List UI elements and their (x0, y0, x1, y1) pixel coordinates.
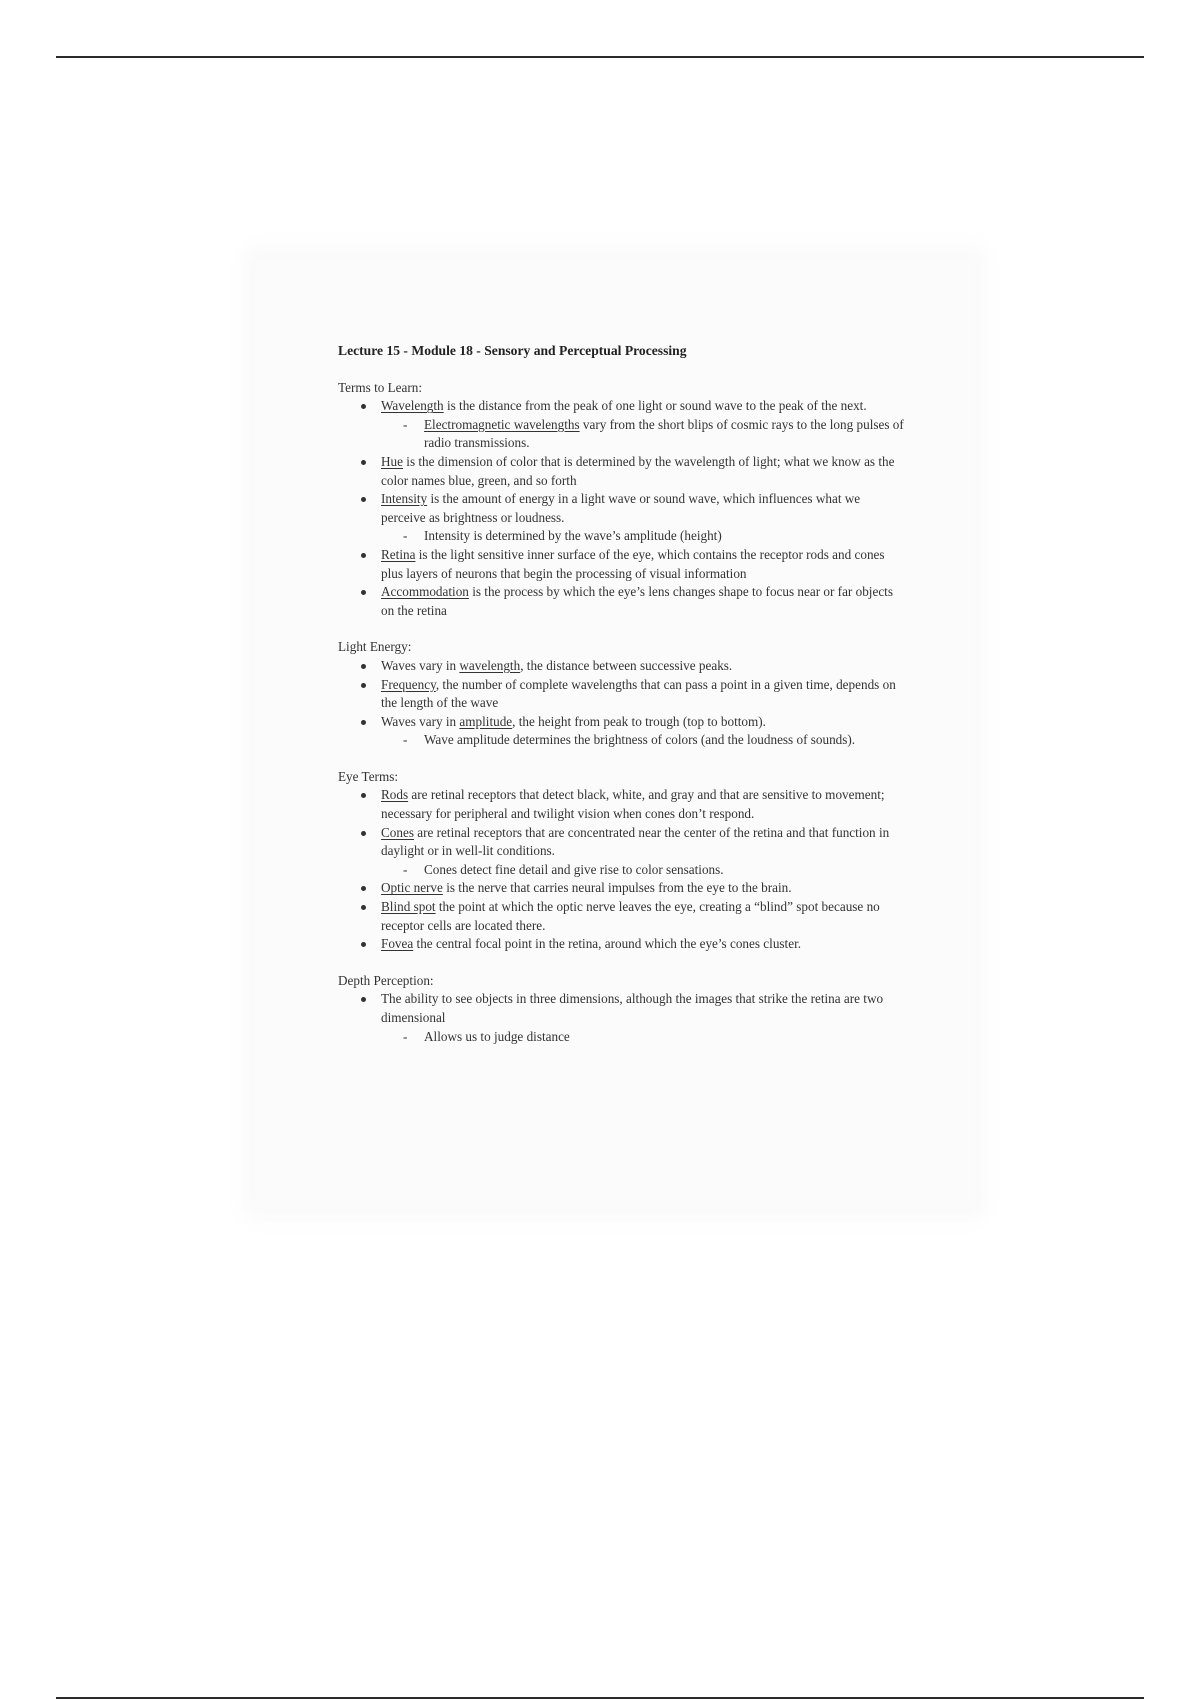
bullet-item (381, 453, 908, 490)
bullet-list (338, 786, 908, 953)
item-text: Waves vary in (381, 713, 460, 729)
section-heading: Eye Terms: (338, 768, 398, 784)
bullet-dot-icon (361, 460, 366, 465)
section-heading: Terms to Learn: (338, 379, 423, 395)
bullet-item (381, 786, 908, 823)
item-text: The ability to see objects in three dimensions, although the images that strike the retina are two dimensional (381, 991, 884, 1025)
dash-marker-icon: - (403, 416, 408, 432)
item-term: Optic nerve (381, 880, 443, 896)
item-term: Hue (381, 453, 403, 469)
item-term: amplitude (459, 713, 513, 729)
bullet-item (381, 546, 908, 583)
bullet-item (381, 898, 908, 935)
item-term: Fovea (381, 936, 414, 952)
item-term: Intensity (381, 491, 428, 507)
dash-marker-icon: - (403, 732, 408, 748)
sub-list (381, 1028, 908, 1047)
item-text-rest: , the distance between successive peaks. (520, 657, 733, 673)
sub-list (381, 731, 908, 750)
item-text: Waves vary in (381, 657, 460, 673)
section (338, 638, 908, 750)
section-heading: Light Energy: (338, 639, 412, 655)
sub-item (403, 861, 908, 880)
item-text: Cones detect fine detail and give rise to color sensations. (424, 861, 724, 877)
item-term: Rods (381, 787, 409, 803)
bullet-item (381, 935, 908, 954)
item-term: Accommodation (381, 584, 469, 600)
item-text-rest: , the height from peak to trough (top to bottom). (512, 713, 766, 729)
section (338, 972, 908, 1046)
item-text-rest: are retinal receptors that detect black, white, and gray and that are sensitive to movement; necessary for peripheral and twilight vision when cones don’t respond. (381, 787, 885, 822)
item-term: Electromagnetic wavelengths (424, 416, 580, 432)
bullet-item (381, 713, 908, 750)
bullet-list (338, 657, 908, 750)
item-term: Wavelength (381, 398, 444, 414)
sub-item (403, 1028, 908, 1047)
bullet-item (381, 879, 908, 898)
bullet-dot-icon (361, 831, 366, 836)
bullet-dot-icon (361, 905, 366, 910)
bullet-item (381, 397, 908, 453)
item-text-rest: the point at which the optic nerve leaves the eye, creating a “blind” spot because no receptor cells are located there. (381, 899, 880, 933)
item-text-rest: is the light sensitive inner surface of the eye, which contains the receptor rods and cones plus layers of neurons that begin the processing of visual information (381, 546, 885, 581)
bullet-dot-icon (361, 997, 366, 1002)
sub-list (381, 527, 908, 546)
bullet-dot-icon (361, 553, 366, 558)
section (338, 768, 908, 954)
dash-marker-icon: - (403, 861, 408, 877)
dash-marker-icon: - (403, 1028, 408, 1044)
dash-marker-icon: - (403, 528, 408, 544)
bullet-list (338, 397, 908, 620)
item-text-rest: are retinal receptors that are concentrated near the center of the retina and that function in daylight or in well-lit conditions. (381, 824, 890, 859)
page-top-rule (56, 56, 1144, 58)
bullet-dot-icon (361, 590, 366, 595)
sub-list (381, 861, 908, 880)
item-term: Blind spot (381, 899, 436, 915)
bullet-dot-icon (361, 664, 366, 669)
bullet-dot-icon (361, 497, 366, 502)
bullet-dot-icon (361, 404, 366, 409)
section-heading: Depth Perception: (338, 972, 434, 988)
bullet-dot-icon (361, 683, 366, 688)
bullet-dot-icon (361, 720, 366, 725)
item-term: Frequency (381, 676, 436, 692)
sub-item (403, 527, 908, 546)
bullet-item (381, 824, 908, 880)
document-sections (338, 379, 908, 1047)
item-text-rest: is the nerve that carries neural impulses from the eye to the brain. (442, 880, 792, 896)
item-text-rest: is the process by which the eye’s lens changes shape to focus near or far objects on the retina (381, 584, 893, 618)
item-text: Allows us to judge distance (424, 1028, 570, 1044)
bullet-item (381, 990, 908, 1046)
bullet-dot-icon (361, 942, 366, 947)
bullet-item (381, 583, 908, 620)
item-text: Intensity is determined by the wave’s amplitude (height) (424, 528, 722, 544)
bullet-dot-icon (361, 793, 366, 798)
section (338, 379, 908, 621)
document-title: Lecture 15 - Module 18 - Sensory and Perceptual Processing (338, 343, 687, 358)
sub-list (381, 416, 908, 453)
item-text-rest: , the number of complete wavelengths that can pass a point in a given time, depends on the length of the wave (381, 676, 896, 711)
item-text-rest: is the amount of energy in a light wave or sound wave, which influences what we perceive as brightness or loudness. (381, 491, 861, 525)
bullet-item (381, 657, 908, 676)
item-term: wavelength (459, 657, 521, 673)
item-text-rest: is the dimension of color that is determined by the wavelength of light; what we know as the color names blue, green, and so forth (381, 453, 895, 488)
sub-item (403, 731, 908, 750)
bullet-list (338, 990, 908, 1046)
item-text: Wave amplitude determines the brightness of colors (and the loudness of sounds). (424, 732, 856, 748)
sub-item (403, 416, 908, 453)
bullet-item (381, 676, 908, 713)
item-term: Cones (381, 824, 414, 840)
document-body (338, 342, 908, 1064)
page-bottom-rule (56, 1697, 1144, 1699)
bullet-dot-icon (361, 886, 366, 891)
item-text-rest: vary from the short blips of cosmic rays to the long pulses of radio transmissions. (424, 416, 904, 451)
item-text-rest: is the distance from the peak of one light or sound wave to the peak of the next. (443, 398, 867, 414)
item-text-rest: the central focal point in the retina, around which the eye’s cones cluster. (413, 936, 802, 952)
bullet-item (381, 490, 908, 546)
item-term: Retina (381, 546, 416, 562)
